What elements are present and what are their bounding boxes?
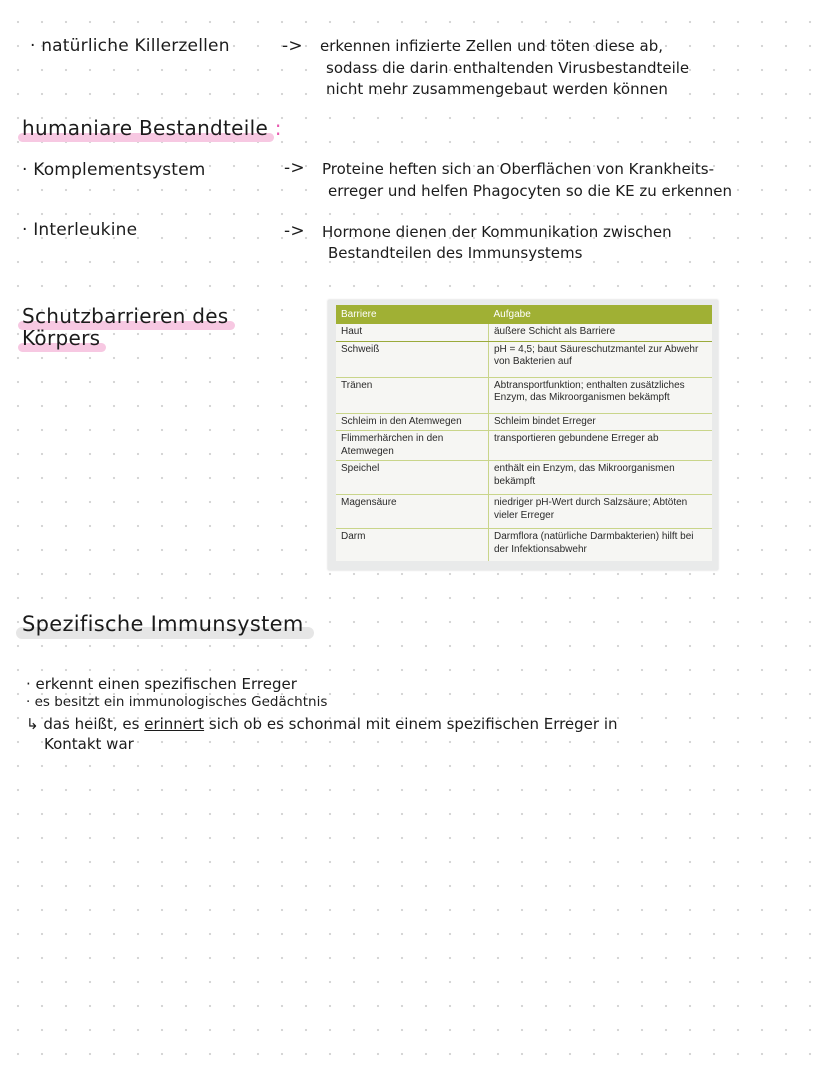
specific-line-3: [26, 715, 618, 733]
nk-text-line-3: nicht mehr zusammengebaut werden können: [326, 80, 668, 98]
barrier-cell: Flimmerhärchen in den Atemwegen: [336, 431, 489, 461]
task-cell: transportieren gebundene Erreger ab: [489, 431, 713, 461]
table-row: [336, 341, 712, 377]
barrier-cell: Haut: [336, 324, 489, 341]
table-row: [336, 495, 712, 529]
specific-line-3-suffix: sich ob es schonmal mit einem spezifischen Erreger in: [208, 715, 618, 733]
interleukine-text-line-2: Bestandteilen des Immunsystems: [328, 244, 583, 262]
interleukine-arrow: ->: [284, 221, 305, 241]
specific-heading: [22, 612, 304, 636]
specific-heading-text: Spezifische Immunsystem: [22, 612, 304, 636]
task-cell: Abtransportfunktion; enthalten zusätzliches Enzym, das Mikroorganismen bekämpft: [489, 377, 713, 413]
table-row: [336, 413, 712, 431]
komplement-text-line-2: erreger und helfen Phagocyten so die KE zu erkennen: [328, 182, 733, 200]
barrier-column-header: Barriere: [336, 305, 489, 324]
specific-line-3-prefix: ↳ das heißt, es: [26, 715, 140, 733]
barrier-table: [336, 305, 712, 561]
table-row: [336, 431, 712, 461]
nk-arrow: ->: [282, 36, 303, 56]
task-column-header: Aufgabe: [489, 305, 713, 324]
barriers-heading-line-1: [22, 304, 229, 328]
task-cell: niedriger pH-Wert durch Salzsäure; Abtöten vieler Erreger: [489, 495, 713, 529]
interleukine-text-line-1: Hormone dienen der Kommunikation zwischen: [322, 223, 672, 241]
barriers-heading-line-2: [22, 326, 100, 350]
komplement-arrow: ->: [284, 158, 305, 178]
barriers-heading-line-1-text: Schutzbarrieren des: [22, 304, 229, 328]
task-cell: Schleim bindet Erreger: [489, 413, 713, 431]
barrier-cell: Darm: [336, 529, 489, 561]
humoral-heading-colon: :: [274, 116, 282, 140]
specific-line-1: · erkennt einen spezifischen Erreger: [26, 675, 297, 693]
barrier-cell: Magensäure: [336, 495, 489, 529]
barrier-table-photo: [328, 300, 718, 570]
barriers-heading-line-2-text: Körpers: [22, 326, 101, 350]
komplement-text-line-1: Proteine heften sich an Oberflächen von Krankheits-: [322, 160, 715, 178]
nk-text-line-1: erkennen infizierte Zellen und töten diese ab,: [320, 37, 664, 55]
barrier-cell: Schweiß: [336, 341, 489, 377]
humoral-heading-text: humaniare Bestandteile: [22, 116, 269, 140]
komplement-label: · Komplementsystem: [22, 160, 206, 180]
barrier-cell: Speichel: [336, 461, 489, 495]
specific-line-2: · es besitzt ein immunologisches Gedächtnis: [26, 694, 328, 710]
barrier-table-header: [336, 305, 712, 324]
table-row: [336, 461, 712, 495]
task-cell: enthält ein Enzym, das Mikroorganismen bekämpft: [489, 461, 713, 495]
task-cell: Darmflora (natürliche Darmbakterien) hilft bei der Infektionsabwehr: [494, 531, 694, 555]
interleukine-label: · Interleukine: [22, 220, 138, 240]
table-row: [336, 529, 712, 561]
table-row: [336, 324, 712, 341]
humoral-heading: [22, 116, 282, 140]
nk-label: · natürliche Killerzellen: [30, 36, 230, 56]
specific-line-3-underlined: erinnert: [144, 715, 205, 733]
nk-text-line-2: sodass die darin enthaltenden Virusbestandteile: [326, 59, 690, 77]
specific-line-4: Kontakt war: [44, 735, 134, 753]
task-cell: äußere Schicht als Barriere: [489, 324, 713, 341]
table-row: [336, 377, 712, 413]
task-cell: pH = 4,5; baut Säureschutzmantel zur Abwehr von Bakterien auf: [489, 341, 713, 377]
barrier-cell: Tränen: [336, 377, 489, 413]
barrier-cell: Schleim in den Atemwegen: [336, 413, 489, 431]
